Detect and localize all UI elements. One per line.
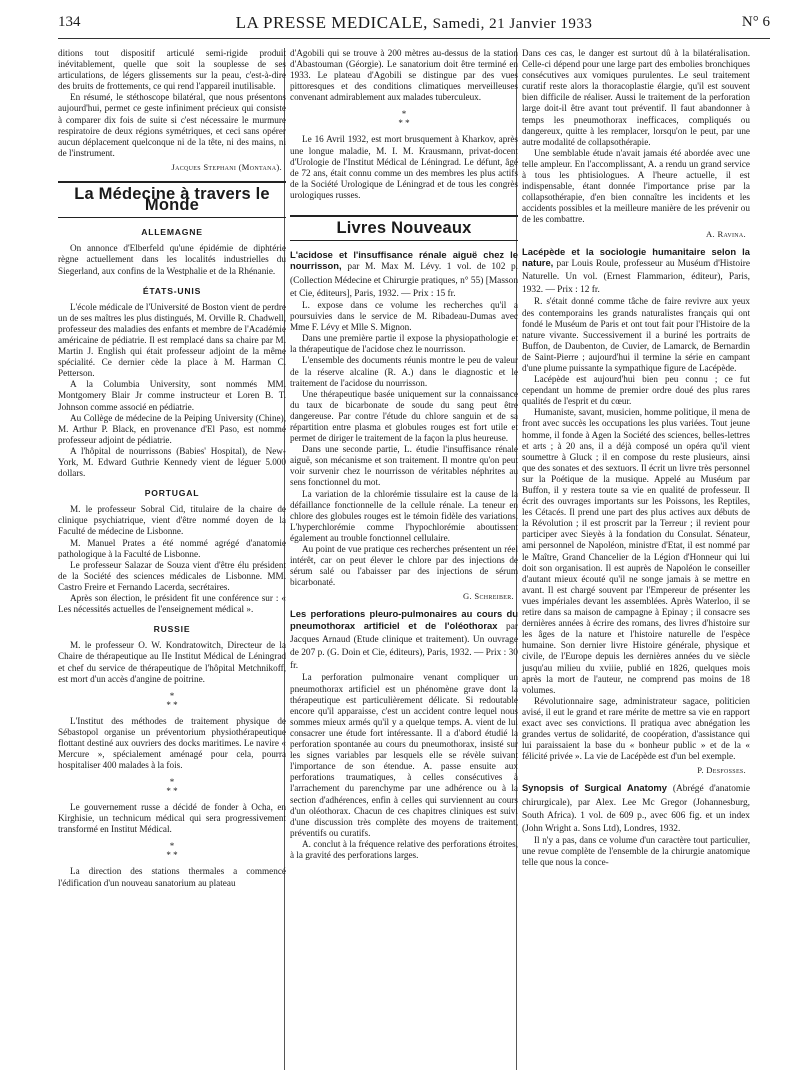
author-signature: P. Desfosses. [697,765,746,776]
paragraph: Dans ces cas, le danger est surtout dû à la bilatéralisation. Celle-ci dépend pour une large part des embolies bronchiques consécutives aux vomiques purulentes. Le seul traitement curatif reste alors la thoracoplastie élargie, qu'il est souvent bien difficile de réaliser. Aussi le traitement de la perforation large doit-il être avant tout préventif. Il faut abandonner à temps les pneumothorax inefficaces, compliqués ou dangereux, quitte à les remplacer, lorsqu'on le peut, par une autre modalité de collapsothérapie. [522,48,750,147]
paragraph: La perforation pulmonaire venant compliquer un pneumothorax artificiel est un phénomène grave dont la thérapeutique est particulièrement délicate. Si redoutable encore qu'il apparaisse, c'est un accident contre lequel nous sommes mieux armés qu'il y a quelque temps. A. vient de lui consacrer une étude fort intéressante. Il a d'abord étudié la perforation spontanée au cours du pneumothorax, insisté sur les signes variables par lesquels elle se révèle suivant l'importance de son étendue. A. passe ensuite aux perforations traumatiques, à celles consécutives à l'arrachement du parenchyme par une adhérence ou à la section d'adhérences, enfin à celles qui surviennent au cours d'un oléothorax. Chacun de ces chapitres cliniques est suivi d'une discussion très complète des moyens de traitement, préventifs ou curatifs. [290,672,518,838]
paragraph: Dans une seconde partie, L. étudie l'insuffisance rénale aiguë, son mécanisme et son traitement. Il montre qu'on peut voir survenir chez le nourrisson de véritables néphrites au sens fonctionnel du mot. [290,444,518,488]
paragraph: On annonce d'Elberfeld qu'une épidémie de diphtérie règne actuellement dans les localités industrielles du Siegerland, aux confins de la Westphalie et de la Rhénanie. [58,243,286,276]
asterism-divider: * * * [166,841,178,861]
paragraph: Révolutionnaire sage, administrateur sagace, politicien avisé, il eut le grand et rare mérite de mettre sa vie en rapport exact avec ses convictions. Il pratiqua avec abnégation les grandes vertus de solidarité, de coopération, d'assistance qui lui paraissaient la base du « bonheur public » et de la « félicité privée ». La vie de Lacépède est d'un bel exemple. [522,695,750,762]
book-review-heading [290,249,518,300]
paragraph: Il n'y a pas, dans ce volume d'un caractère tout particulier, une revue complète de l'ensemble de la chirurgie anatomique telle que nous la conce- [522,835,750,868]
issue-date: Samedi, 21 Janvier 1933 [432,16,593,32]
paragraph: La direction des stations thermales a commencé l'édification d'un nouveau sanatorium au plateau [58,866,286,888]
country-heading: ALLEMAGNE [141,227,203,238]
paragraph: En résumé, le stéthoscope bilatéral, que nous présentons aujourd'hui, permet ce geste infiniment précieux qui consiste à comparer dix fois de suite si c'est nécessaire le murmure respiratoire de deux régions symétriques, et ceci sans opérer aucun déplacement quelconque ni de la tête, ni des mains, ni de l'instrument. [58,92,286,158]
paragraph: Le gouvernement russe a décidé de fonder à Ocha, en Kirghisie, un technicum médical qui sera progressivement transformé en Institut Médical. [58,802,286,835]
paragraph: Une semblable étude n'avait jamais été abordée avec une telle ampleur. En l'accomplissant, A. a rendu un grand service à tous les phtisiologues. A l'heure actuelle, il est indispensable, étant donnée l'importance prise par la collapsothérapie, d'en bien connaître les incidents et les accidents possibles et la meilleure manière de les prévenir ou de les combattre. [522,147,750,225]
book-review-heading [290,608,518,672]
section-rule [58,181,286,183]
book-meta: par Jacques Arnaud (Etude clinique et traitement). Un ouvrage de 207 p. (G. Doin et Cie, éditeurs), Paris, 1932. — Prix : 30 fr. [290,621,519,672]
author-signature: G. Schreiber. [463,591,514,602]
book-title: Synopsis of Surgical Anatomy [522,782,667,794]
book-title: Les perforations pleuro-pulmonaires au cours du pneumothorax artificiel et de l'oléothorax [290,608,518,631]
paragraph: d'Agobili qui se trouve à 200 mètres au-dessus de la station d'Abastouman (Géorgie). Le sanatorium doit être terminé en 1933. Le plateau d'Agobili se distingue par des vues pittoresques et des conditions climatiques merveilleuses convenant admirablement aux malades tuberculeux. [290,48,518,103]
book-meta: par M. Max M. Lévy. 1 vol. de 102 p. (Collection Médecine et Chirurgie pratiques, n° 55) [Masson et Cie, éditeurs], Paris, 1932. — Prix : 15 fr. [290,262,519,299]
page-number: 134 [58,14,81,30]
section-rule [290,215,518,217]
country-heading: PORTUGAL [144,488,200,499]
journal-name: LA PRESSE MEDICALE [235,13,424,32]
journal-title: LA PRESSE MEDICALE, Samedi, 21 Janvier 1933 [235,13,593,32]
paragraph: Au Collège de médecine de la Peiping University (Chine), M. Arthur P. Black, en provenance d'El Paso, est nommé professeur adjoint de pédiatrie. [58,412,286,445]
paragraph: Lacépède est aujourd'hui bien peu connu ; ce fut cependant un homme de premier ordre doué des plus rares qualités de l'esprit et du cœur. [522,374,750,407]
book-meta: par Louis Roule, professeur au Muséum d'Histoire Naturelle. Un vol. (Ernest Flammarion, éditeur), Paris, 1932. — Prix : 12 fr. [522,258,750,296]
header-rule [58,38,770,39]
paragraph: M. Manuel Prates a été nommé agrégé d'anatomie pathologique à la Faculté de Lisbonne. [58,537,286,559]
book-review-heading [522,246,750,297]
paragraph: Après son élection, le président fit une conférence sur : « Les nécessités actuelles de l'enseignement médical ». [58,593,286,615]
paragraph: L'ensemble des documents réunis montre le peu de valeur de la réserve alcaline (R. A.) dans le diagnostic et le traitement de l'acidose du nourrisson. [290,355,518,388]
section-title: La Médecine à travers le Monde [74,185,270,215]
book-title: L'acidose et l'insuffisance rénale aiguë chez le nourrisson, [290,249,518,272]
paragraph: Au point de vue pratique ces recherches présentent un réel intérêt, car on peut élever le chlore par des injections de sérum salé ou l'abaisser par des injections de sérum bicarbonaté. [290,544,518,588]
column-left [58,48,286,889]
asterism-divider: * * * [166,690,178,710]
paragraph: R. s'était donné comme tâche de faire revivre aux yeux des contemporains les grands naturalistes français qui ont fondé le Muséum de Paris et ont tout fait pour l'Histoire de la nature vivante. Successivement il a buriné les portraits de Buffon, de Daubenton, de Cuvier, de Lamarck, de Bernardin de Saint-Pierre ; aujourd'hui il termine la série en campant d'une plume puissante la sympathique figure de Lacépède. [522,296,750,373]
column-right [522,48,750,869]
paragraph: L. expose dans ce volume les recherches qu'il a poursuivies dans le service de M. Ribadeau-Dumas avec Mme F. Lévy et Mlle S. Mignon. [290,299,518,333]
paragraph: M. le professeur O. W. Kondratowitch, Directeur de la Chaire de thérapeutique au IIe Institut Médical de Léningrad et chef du service de thérapeutique de l'hôpital Metchnikoff, est mort d'un accès d'angine de poitrine. [58,640,286,684]
book-title: Lacépède et la sociologie humanitaire selon la nature, [522,245,750,268]
paragraph: Dans une première partie il expose la physiopathologie et la thérapeutique de l'acidose chez le nourrisson. [290,333,518,355]
country-heading: RUSSIE [153,624,191,635]
paragraph: A la Columbia University, sont nommés MM. Montgomery Blair Jr comme instructeur et Loren B. T. Johnson comme associé en pédiatrie. [58,379,286,412]
paragraph: L'école médicale de l'Université de Boston vient de perdre un de ses maîtres les plus distingués, M. Orville R. Chadwell, professeur des maladies des enfants et membre de l'Académie américaine de pédiatrie. Il est remplacé dans sa chaire par M. Martin J. English qui était professeur adjoint de la même spécialité. Ce dernier cède la place à M. Harman C. Petterson. [58,301,286,379]
paragraph: M. le professeur Sobral Cid, titulaire de la chaire de clinique psychiatrique, vient d'être nommé doyen de la Faculté de médecine de Lisbonne. [58,504,286,537]
asterism-divider: * * * [398,109,410,129]
asterism-divider: * * * [166,777,178,797]
country-heading: ÉTATS-UNIS [142,285,202,296]
section-rule [58,217,286,218]
paragraph: A. conclut à la fréquence relative des perforations étroites, à la gravité des perforations larges. [290,838,518,860]
issue-number: N° 6 [741,14,770,30]
paragraph: A l'hôpital de nourrissons (Babies' Hospital), de New-York, M. Edward Guthrie Kennedy vient de léguer 5.000 dollars. [58,445,286,479]
book-review-heading [522,782,750,835]
section-title: Livres Nouveaux [336,219,472,238]
book-meta: (Abrégé d'anatomie chirurgicale), par Alex. Lee Mc Gregor (Johannesburg, South Africa). 1 vol. de 609 p., avec 606 fig. et un index (John Wright a. Sons Ltd), Londres, 1932. [522,784,750,835]
paragraph: Le 16 Avril 1932, est mort brusquement à Kharkov, après une longue maladie, M. I. M. Krausmann, privat-docent d'Urologie de l'Institut Médical de Léningrad. Le défunt, âgé de 72 ans, était connu comme un des membres les plus actifs de la Société Urologique de Léningrad et de tous les congrès urologiques russes. [290,134,518,200]
column-middle [290,48,518,861]
paragraph: ditions tout dispositif articulé semi-rigide produit inévitablement, quelle que soit la souplesse de ses articulations, de légers glissements sur la peau, c'est-à-dire des bruits de frottements, ce qui rend l'appareil inutilisable. [58,48,286,92]
paragraph: Une thérapeutique basée uniquement sur la connaissance du taux de bicarbonate de soude du sang peut être dangereuse. Par contre l'étude du chlore sanguin et de sa répartition entre plasma et globules rouges est fort utile et permet de diriger le traitement de la façon la plus heureuse. [290,388,518,444]
page-header [58,14,770,36]
paragraph: L'Institut des méthodes de traitement physique de Sébastopol organise un préventorium physiothérapeutique flottant destiné aux ouvriers des docks maritimes. Le navire « Mercure », spécialement aménagé pour cela, pourra hospitaliser 400 malades à la fois. [58,715,286,771]
paragraph: La variation de la chlorémie tissulaire est la cause de la défaillance fonctionnelle de la cellule rénale. La teneur en chlore des globules rouges est le témoin fidèle des variations. L'hyperchlorémie comme l'hypochlorémie aboutissent également au trouble fonctionnel cellulaire. [290,488,518,543]
author-signature: A. Ravina. [706,228,746,239]
paragraph: Le professeur Salazar de Souza vient d'être élu président de la Société des sciences médicales de Lisbonne. MM. Castro Freire et Fernando Lacerda, secrétaires. [58,559,286,592]
section-rule [290,240,518,241]
paragraph: Humaniste, savant, musicien, homme politique, il mena de front avec succès les occupations les plus variées. Tout jeune homme, il fonde à Agen la Société des sciences, belles-lettres et arts ; à 20 ans, il a déjà composé un opéra qu'il vient soumettre à Gluck ; il en compose du reste plusieurs, ainsi que des sonates et des sextuors. Il écrit un livre très personnel sur la Poétique de la musique. Appelé au Muséum par Buffon, il y restera toute sa vie en qualité de professeur. Il écrit des ouvrages importants sur les Poissons, les Reptiles, les Cétacés. Il prend une part des plus actives aux débuts de la Révolution ; il est proscrit par la Terreur ; il revient pour participer avec Sieyès à la fondation du Consulat. Sénateur, ami personnel de Napoléon, ministre d'Etat, il est nommé par le Maître, Grand Chancelier de la Légion d'Honneur qui lui doit son organisation. Il est auprès de Napoléon le conseiller d'autant mieux écouté qu'il ne songe jamais à se mettre en avant. Il est chargé souvent par l'Empereur de présenter les vues impériales devant les assemblées. Après Waterloo, il se retire dans sa maison de campagne à Epinay ; il consacre ses dernières années à écrire des romans, des livres d'histoire sur les âges de la nature et l'histoire naturelle de l'espèce humaine. Son dernier livre Histoire générale, physique et civile, de l'Europe depuis les dernières années du ve siècle jusqu'au milieu du xviiie, publié en 1826, quelques mois après la mort de l'auteur, ne comprend pas moins de 18 volumes. [522,407,750,695]
author-signature: Jacques Stephani (Montana). [171,161,282,172]
